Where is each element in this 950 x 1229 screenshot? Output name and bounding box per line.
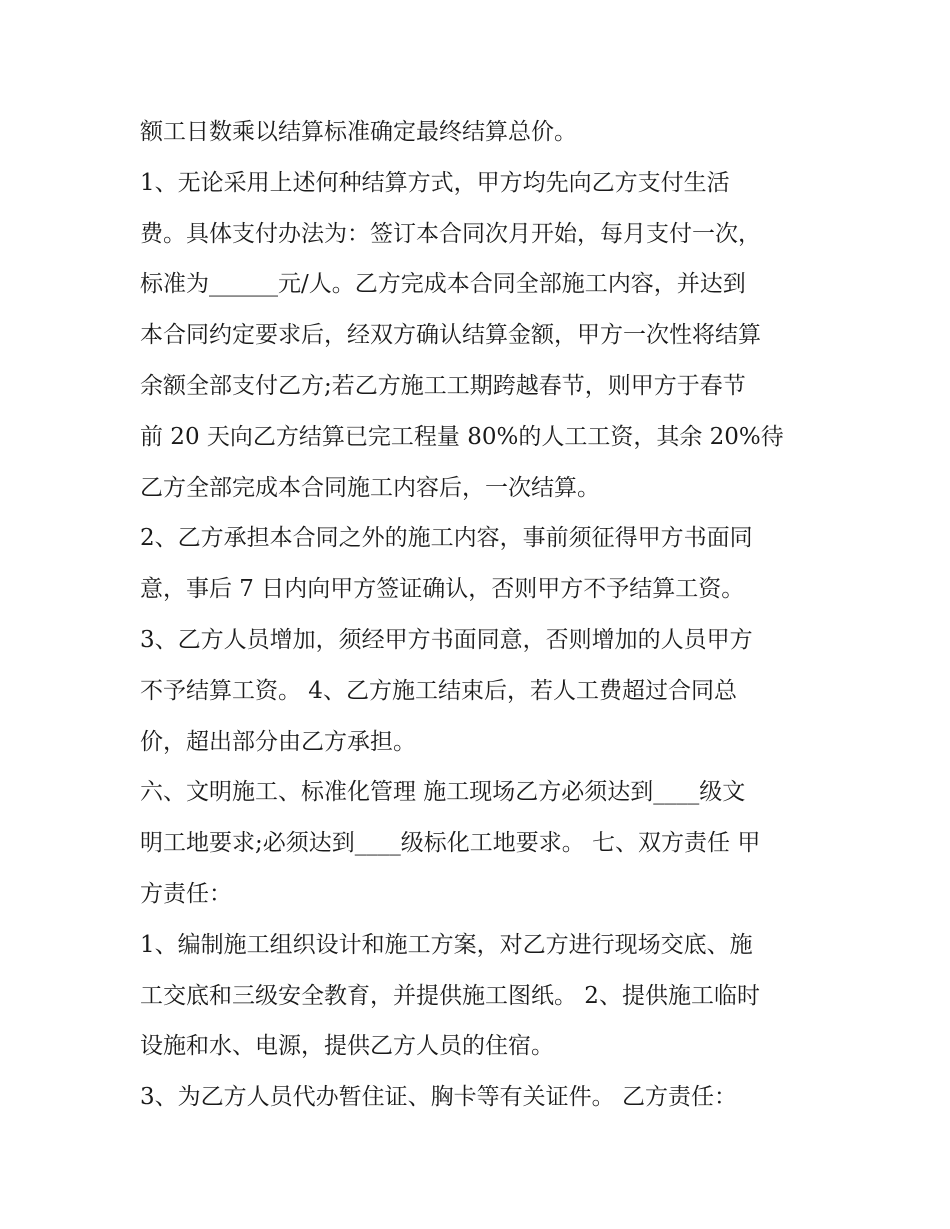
- text-line: 乙方全部完成本合同施工内容后，一次结算。: [140, 474, 600, 501]
- text-line: 意，事后 7 日内向甲方签证确认，否则甲方不予结算工资。: [140, 576, 745, 603]
- text-line: 1、编制施工组织设计和施工方案，对乙方进行现场交底、施: [140, 931, 753, 958]
- text-line: 3、为乙方人员代办暂住证、胸卡等有关证件。 乙方责任：: [140, 1084, 737, 1111]
- text-line: 方责任：: [140, 880, 232, 907]
- text-line: 额工日数乘以结算标准确定最终结算总价。: [140, 119, 577, 145]
- text-line: 工交底和三级安全教育，并提供施工图纸。 2、提供施工临时: [140, 982, 760, 1009]
- text-line: 本合同约定要求后，经双方确认结算金额，甲方一次性将结算: [140, 322, 761, 349]
- text-line: 设施和水、电源，提供乙方人员的住宿。: [140, 1033, 554, 1060]
- text-line: 六、文明施工、标准化管理 施工现场乙方必须达到____级文: [140, 779, 746, 806]
- text-line: 2、乙方承担本合同之外的施工内容，事前须征得甲方书面同: [140, 525, 753, 552]
- text-line: 明工地要求;必须达到____级标化工地要求。 七、双方责任 甲: [140, 830, 761, 857]
- text-line: 标准为______元/人。乙方完成本合同全部施工内容，并达到: [140, 271, 746, 298]
- document-body: [140, 107, 820, 1123]
- text-line: 前 20 天向乙方结算已完工程量 80%的人工工资，其余 20%待: [140, 423, 784, 450]
- text-line: 3、乙方人员增加，须经甲方书面同意，否则增加的人员甲方: [140, 626, 753, 653]
- text-line: 费。具体支付办法为：签订本合同次月开始，每月支付一次，: [140, 220, 761, 247]
- text-line: 价，超出部分由乙方承担。: [140, 728, 416, 755]
- text-line: 1、无论采用上述何种结算方式，甲方均先向乙方支付生活: [140, 169, 730, 196]
- text-line: 余额全部支付乙方;若乙方施工工期跨越春节，则甲方于春节: [140, 372, 746, 399]
- text-line: 不予结算工资。 4、乙方施工结束后，若人工费超过合同总: [140, 677, 737, 704]
